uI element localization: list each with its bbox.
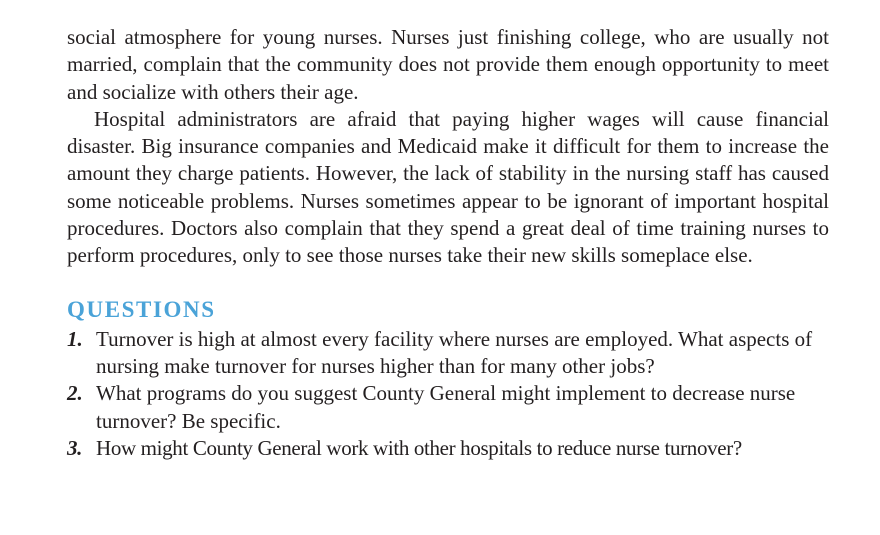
questions-heading: QUESTIONS — [67, 296, 216, 322]
question-text: What programs do you suggest County General might implement to decrease nurse turnover? Be specific. — [96, 381, 796, 433]
question-number: 3. — [67, 435, 83, 460]
question-number: 2. — [67, 381, 83, 406]
document-page — [67, 24, 829, 462]
questions-list — [67, 326, 829, 462]
paragraph-1: social atmosphere for young nurses. Nurses just finishing college, who are usually not married, complain that the community does not provide them enough opportunity to meet and socialize with others their age. — [67, 25, 829, 104]
question-text: Turnover is high at almost every facility where nurses are employed. What aspects of nursing make turnover for nurses higher than for many other jobs? — [96, 326, 813, 378]
question-text: How might County General work with other hospitals to reduce nurse turnover? — [96, 435, 742, 460]
question-item-3 — [67, 435, 829, 462]
question-item-1 — [67, 326, 829, 381]
paragraph-2: Hospital administrators are afraid that paying higher wages will cause financial disaster. Big insurance companies and Medicaid make it difficult for them to increase the amount they charge patients. However, the lack of stability in the nursing staff has caused some noticeable problems. Nurses sometimes appear to be ignorant of important hospital procedures. Doctors also complain that they spend a great deal of time training nurses to perform procedures, only to see those nurses take their new skills someplace else. — [67, 106, 829, 268]
question-item-2 — [67, 380, 829, 435]
question-number: 1. — [67, 326, 83, 351]
